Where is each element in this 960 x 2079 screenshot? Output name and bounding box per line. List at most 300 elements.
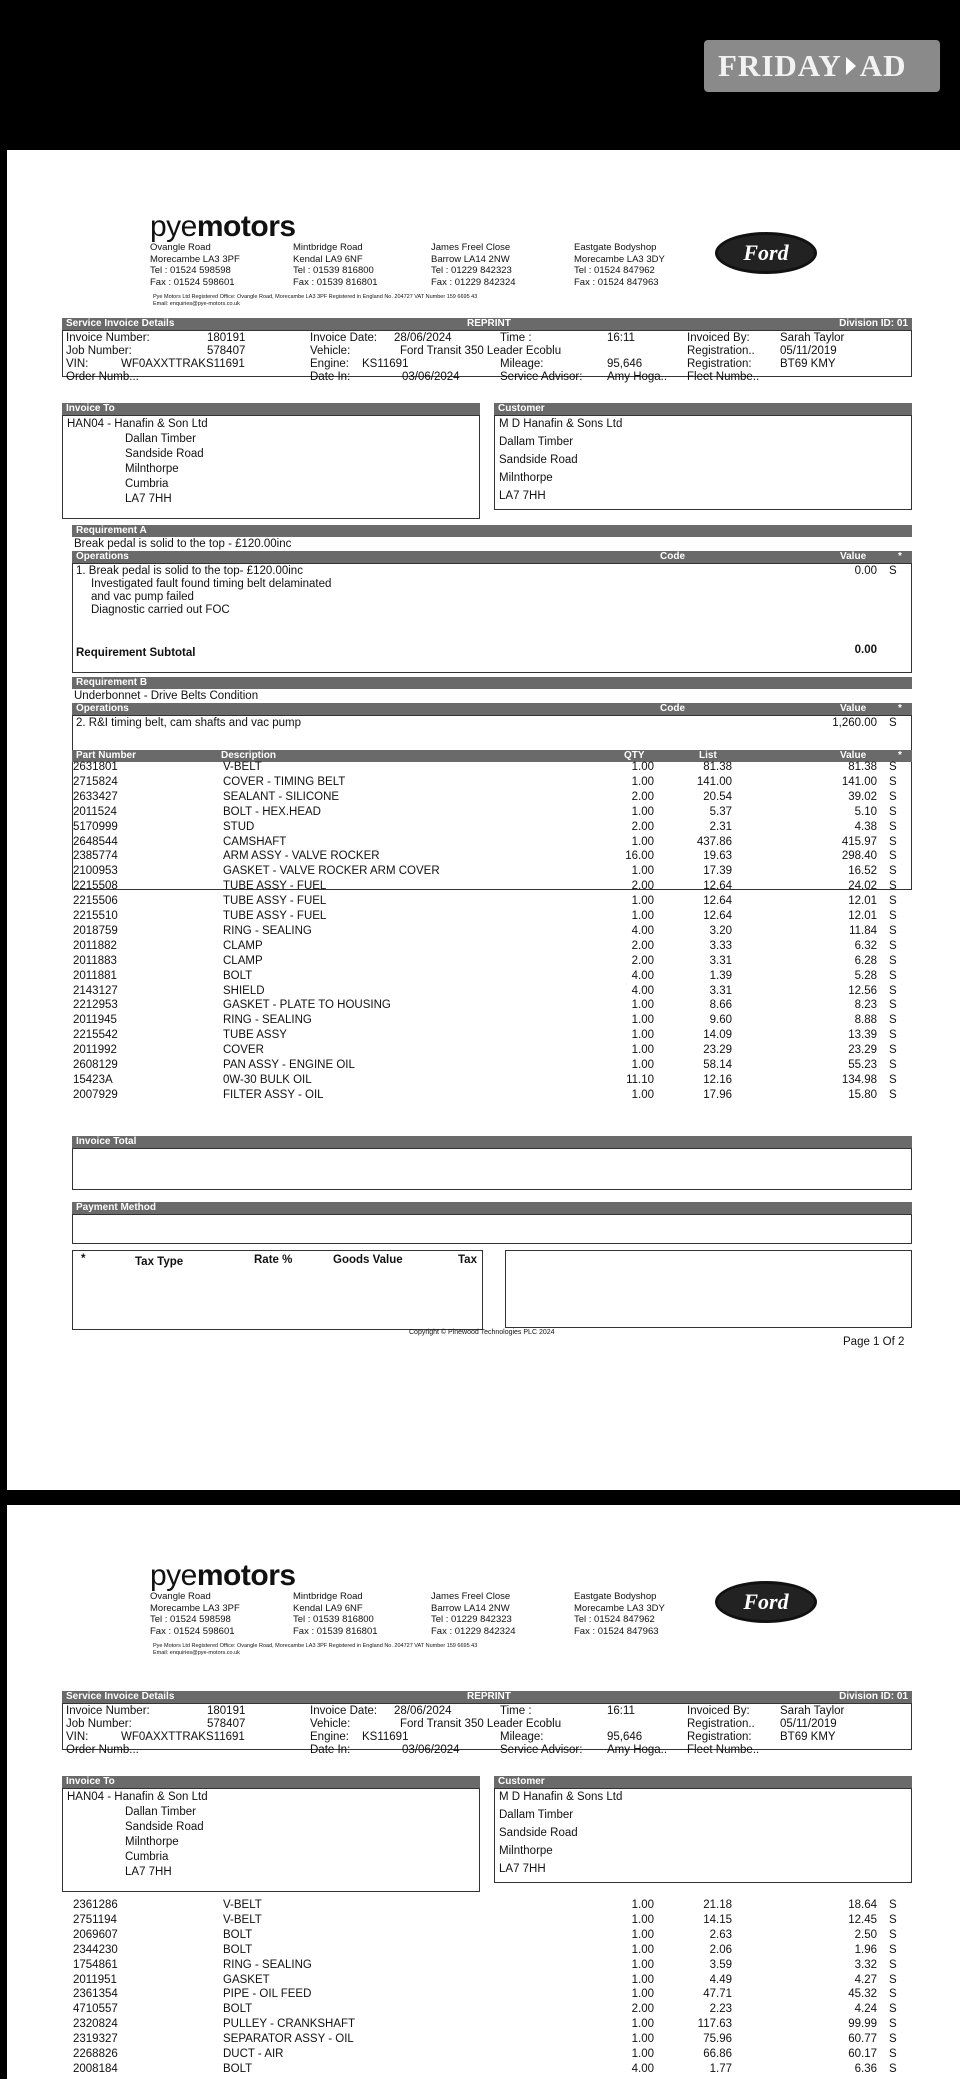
payment-method-box [72,1214,912,1244]
label: VIN: [66,1731,89,1743]
part-flag: S [889,999,897,1012]
part-list-price: 12.64 [703,880,732,893]
part-description: TUBE ASSY - FUEL [223,895,327,908]
invoice-total-bar: Invoice Total [72,1136,912,1148]
logo-light: pye [150,1559,197,1592]
label: Registration.. [687,1718,755,1730]
part-qty: 2.00 [631,2003,654,2016]
part-flag: S [889,1073,897,1086]
customer-line: Milnthorpe [499,472,553,484]
part-flag: S [889,1044,897,1057]
part-description: RING - SEALING [223,924,312,937]
division-id: Division ID: 01 [839,1691,908,1702]
branch-name: James Freel Close [431,242,511,253]
part-description: BOLT [223,1943,253,1956]
part-description: STUD [223,820,255,833]
label: Order Numb... [66,1744,139,1756]
pye-motors-logo [150,1559,296,1593]
customer-line: M D Hanafin & Sons Ltd [499,1791,623,1803]
logo-bold: motors [196,210,296,243]
part-value: 39.02 [848,790,877,803]
part-qty: 1.00 [631,761,654,773]
part-qty: 1.00 [631,865,654,878]
branch-2 [293,1591,378,1637]
registration: BT69 KMY [780,1731,836,1743]
pye-motors-logo [150,210,296,244]
logo-suffix: AD [859,48,907,83]
branch-tel: Tel : 01539 816800 [293,1614,374,1625]
part-list-price: 75.96 [703,2033,732,2046]
registered-line: Pye Motors Ltd Registered Office: Ovangle Road, Morecambe LA3 3PF Registered in England No. 204727 VAT Number 159 6695 43 [153,1643,478,1649]
part-description: V-BELT [223,1899,262,1911]
part-description: SEALANT - SILICONE [223,790,340,803]
arrow-icon [846,57,856,75]
requirement-subtotal: 0.00 [854,644,877,656]
logo-bold: motors [196,1559,296,1592]
branch-fax: Fax : 01539 816801 [293,276,378,288]
division-id: Division ID: 01 [839,318,908,329]
part-number: 2268826 [73,2048,118,2060]
operation-line: 2. R&I timing belt, cam shafts and vac pump [76,717,301,729]
part-description: PULLEY - CRANKSHAFT [223,2018,356,2031]
part-value: 8.23 [854,999,877,1012]
part-qty: 4.00 [631,924,654,937]
part-flag: S [889,1059,897,1071]
registration-date: 05/11/2019 [780,345,837,357]
part-value: 2.50 [854,1928,877,1941]
customer-line: Dallam Timber [499,1809,574,1821]
branch-3 [431,1591,516,1637]
part-list-price: 23.29 [703,1044,732,1057]
part-qty: 1.00 [631,1913,654,1926]
description-header: Description [221,750,277,761]
label: Date In: [310,371,351,383]
part-list-price: 141.00 [696,775,732,788]
job-number: 578407 [207,1718,246,1730]
part-list-price: 437.86 [696,835,732,848]
part-list-price: 9.60 [709,1014,732,1027]
label: Service Advisor: [500,1744,583,1756]
invoice-to-line: LA7 7HH [125,493,172,505]
part-qty: 1.00 [631,910,654,922]
tax-rate-header: Rate % [254,1254,293,1266]
branch-name: Mintbridge Road [293,1591,363,1602]
operation-value: 0.00 [854,565,877,577]
part-qty: 2.00 [631,790,654,803]
vehicle: Ford Transit 350 Leader Ecoblu [400,345,562,357]
job-number: 578407 [207,345,246,357]
qty-header: QTY [624,750,645,761]
payment-method-bar: Payment Method [72,1202,912,1214]
part-number: 2007929 [73,1088,118,1101]
part-value: 16.52 [848,865,877,878]
invoice-to-line: Milnthorpe [125,463,179,475]
part-value: 5.10 [854,805,877,818]
requirement-a-bar: Requirement A [72,525,912,537]
part-list-price: 20.54 [703,790,732,803]
branch-name: Mintbridge Road [293,242,363,253]
part-list-price: 12.64 [703,910,732,922]
branch-fax: Fax : 01524 847963 [574,276,659,288]
operations-bar-a [72,551,912,563]
part-value: 99.99 [848,2018,877,2031]
part-qty: 2.00 [631,880,654,893]
part-qty: 1.00 [631,1973,654,1986]
part-qty: 16.00 [625,850,654,863]
part-number: 2011881 [73,969,117,982]
customer-line: Sandside Road [499,454,578,466]
operation-line: Investigated fault found timing belt delaminated [91,578,332,590]
part-description: GASKET - PLATE TO HOUSING [223,999,391,1012]
part-description: PIPE - OIL FEED [223,1988,312,2001]
part-qty: 1.00 [631,1958,654,1971]
part-list-price: 47.71 [703,1988,732,2001]
label: Fleet Numbe.. [687,371,760,383]
invoice-page-2 [7,1505,960,2079]
part-flag: S [889,1899,897,1911]
invoice-page-1 [7,150,960,1490]
invoice-to-line: Sandside Road [125,1821,204,1833]
part-value: 60.77 [848,2033,877,2046]
part-number: 4710557 [73,2003,118,2016]
branch-name: Ovangle Road [150,242,211,253]
part-value: 12.01 [848,895,877,908]
part-number: 2069607 [73,1928,118,1941]
label: VIN: [66,358,89,370]
part-list-price: 5.37 [709,805,732,818]
part-flag: S [889,2062,897,2075]
branch-tel: Tel : 01539 816800 [293,265,374,276]
part-list-price: 4.49 [709,1973,732,1986]
invoice-date: 28/06/2024 [394,1705,452,1717]
part-value: 60.17 [848,2048,877,2060]
label: Invoiced By: [687,1705,750,1717]
invoice-to-line: HAN04 - Hanafin & Son Ltd [67,418,208,430]
invoice-to-bar: Invoice To [62,403,480,415]
mileage: 95,646 [607,1731,643,1743]
part-value: 55.23 [848,1059,877,1071]
branch-tel: Tel : 01524 847962 [574,265,655,276]
label: Time : [500,332,532,344]
customer-line: Dallam Timber [499,436,574,448]
star-label: * [898,551,902,562]
part-number: 2361286 [73,1899,118,1911]
invoice-to-line: Dallan Timber [125,1806,196,1818]
customer-line: Milnthorpe [499,1845,553,1857]
label: Vehicle: [310,345,351,357]
requirement-subtotal-label: Requirement Subtotal [76,647,196,659]
part-number: 2751194 [73,1913,117,1926]
part-number: 2100953 [73,865,118,878]
part-number: 2648544 [73,835,118,848]
operation-flag: S [889,565,897,577]
branch-addr: Barrow LA14 2NW [431,1602,510,1614]
bar-title: Service Invoice Details [66,1691,175,1702]
part-flag: S [889,1928,897,1941]
friday-ad-logo[interactable] [704,40,940,92]
label: Registration.. [687,345,755,357]
part-flag: S [889,2048,897,2060]
ford-logo: Ford [715,232,817,274]
part-list-price: 17.39 [703,865,732,878]
part-list-price: 17.96 [703,1088,732,1101]
branch-fax: Fax : 01524 598601 [150,276,235,288]
branch-addr: Barrow LA14 2NW [431,253,510,265]
part-qty: 4.00 [631,969,654,982]
part-number: 5170999 [73,820,118,833]
part-list-price: 3.20 [709,924,732,937]
part-flag: S [889,775,897,788]
part-qty: 1.00 [631,775,654,788]
code-label: Code [660,703,685,714]
part-description: TUBE ASSY [223,1029,287,1042]
part-value: 81.38 [848,761,877,773]
part-qty: 1.00 [631,1014,654,1027]
branch-addr: Morecambe LA3 3PF [150,253,240,265]
part-number: 2344230 [73,1943,118,1956]
part-list-price: 3.31 [709,984,732,997]
part-number: 2320824 [73,2018,118,2031]
part-flag: S [889,2018,897,2031]
service-advisor: Amy Hoga.. [607,371,668,383]
operation-line: 1. Break pedal is solid to the top- £120.00inc [76,565,303,577]
part-flag: S [889,1913,897,1926]
label: Order Numb... [66,371,139,383]
branch-addr: Kendal LA9 6NF [293,1602,363,1614]
part-value: 4.24 [854,2003,877,2016]
part-flag: S [889,850,897,863]
part-description: TUBE ASSY - FUEL [223,880,327,893]
part-flag: S [889,1029,897,1042]
part-value: 18.64 [848,1899,877,1911]
vehicle: Ford Transit 350 Leader Ecoblu [400,1718,562,1730]
time: 16:11 [607,332,635,344]
requirement-b-desc: Underbonnet - Drive Belts Condition [74,690,259,702]
label: Registration: [687,1731,752,1743]
branch-tel: Tel : 01524 847962 [574,1614,655,1625]
part-description: 0W-30 BULK OIL [223,1073,312,1086]
part-list-price: 19.63 [703,850,732,863]
tax-star: * [81,1253,86,1265]
customer-line: M D Hanafin & Sons Ltd [499,418,623,430]
part-number: 2011992 [73,1044,117,1057]
part-number: 1754861 [73,1958,118,1971]
email-line: Email: enquiries@pye-motors.co.uk [153,1649,240,1656]
part-flag: S [889,984,897,997]
branch-fax: Fax : 01524 598601 [150,1625,235,1637]
part-list-price: 3.33 [709,939,732,952]
page-number: Page 1 Of 2 [843,1336,905,1348]
part-flag: S [889,1988,897,2001]
part-number: 15423A [73,1073,113,1086]
part-flag: S [889,1088,897,1101]
date-in: 03/06/2024 [402,1744,460,1756]
part-flag: S [889,969,897,982]
part-flag: S [889,805,897,818]
part-value: 3.32 [854,1958,877,1971]
part-qty: 1.00 [631,1899,654,1911]
branch-name: James Freel Close [431,1591,511,1602]
part-value: 6.28 [854,954,877,967]
part-number: 2215510 [73,910,118,922]
branch-1 [150,242,240,288]
part-flag: S [889,910,897,922]
part-description: GASKET - VALVE ROCKER ARM COVER [223,865,440,878]
part-flag: S [889,1973,897,1986]
invoice-number: 180191 [207,1705,246,1717]
part-flag: S [889,1943,897,1956]
part-value: 134.98 [841,1073,877,1086]
ford-logo: Ford [715,1581,817,1623]
part-description: COVER [223,1044,264,1057]
label: Invoiced By: [687,332,750,344]
operation-line: Diagnostic carried out FOC [91,604,230,616]
registered-line: Pye Motors Ltd Registered Office: Ovangle Road, Morecambe LA3 3PF Registered in England No. 204727 VAT Number 159 6695 43 [153,294,478,300]
part-qty: 2.00 [631,939,654,952]
branch-1 [150,1591,240,1637]
part-description: CLAMP [223,954,263,967]
tax-type-header: Tax Type [135,1256,184,1268]
part-description: SHIELD [223,984,265,997]
goods-value-header: Goods Value [333,1254,403,1266]
invoice-to-line: Sandside Road [125,448,204,460]
label: Job Number: [66,1718,132,1730]
part-number: 2385774 [73,850,118,863]
company-header [145,1559,865,1654]
branch-fax: Fax : 01229 842324 [431,276,516,288]
part-qty: 1.00 [631,1088,654,1101]
label: Invoice Number: [66,332,150,344]
part-description: GASKET [223,1973,270,1986]
branch-fax: Fax : 01524 847963 [574,1625,659,1637]
branch-tel: Tel : 01229 842323 [431,265,512,276]
part-description: FILTER ASSY - OIL [223,1088,324,1101]
part-flag: S [889,835,897,848]
part-qty: 2.00 [631,820,654,833]
copyright: Copyright © Pinewood Technologies PLC 2024 [409,1329,555,1336]
customer-bar: Customer [494,1776,912,1788]
part-qty: 1.00 [631,1943,654,1956]
part-qty: 1.00 [631,835,654,848]
value-label: Value [840,703,867,714]
branch-addr: Morecambe LA3 3DY [574,1602,665,1614]
part-number: 2361354 [73,1988,118,2001]
part-description: BOLT [223,1928,253,1941]
part-qty: 1.00 [631,1988,654,2001]
vin: WF0AXXTTRAKS11691 [121,358,245,370]
part-qty: 4.00 [631,2062,654,2075]
part-value: 15.80 [848,1088,877,1101]
invoice-to-bar: Invoice To [62,1776,480,1788]
part-value: 8.88 [854,1014,877,1027]
logo-light: pye [150,210,197,243]
part-value: 415.97 [841,835,877,848]
part-flag: S [889,2033,897,2046]
part-value: 23.29 [848,1044,877,1057]
invoice-to-line: Cumbria [125,478,169,490]
part-list-price: 117.63 [697,2018,732,2031]
part-value: 11.84 [849,924,877,937]
mileage: 95,646 [607,358,643,370]
tax-header: Tax [458,1254,477,1266]
branch-name: Ovangle Road [150,1591,211,1602]
part-number: 2319327 [73,2033,118,2046]
label: Fleet Numbe.. [687,1744,760,1756]
label: Invoice Date: [310,332,378,344]
part-description: COVER - TIMING BELT [223,775,346,788]
part-description: SEPARATOR ASSY - OIL [223,2033,354,2046]
part-qty: 1.00 [631,2018,654,2031]
invoiced-by: Sarah Taylor [780,1705,845,1717]
operations-label: Operations [76,703,129,714]
branch-addr: Morecambe LA3 3DY [574,253,665,265]
part-list-price: 2.31 [709,820,732,833]
branch-fax: Fax : 01229 842324 [431,1625,516,1637]
part-list-price: 3.31 [709,954,732,967]
part-list-price: 66.86 [703,2048,732,2060]
part-description: ARM ASSY - VALVE ROCKER [223,850,380,863]
part-list-price: 21.18 [703,1899,732,1911]
part-list-price: 1.39 [709,969,732,982]
part-number: 2215508 [73,880,118,893]
part-flag: S [889,954,897,967]
label: Registration: [687,358,752,370]
part-flag: S [889,820,897,833]
customer-line: LA7 7HH [499,490,546,502]
invoice-number: 180191 [207,332,246,344]
branch-tel: Tel : 01524 598598 [150,265,231,276]
part-flag: S [889,1958,897,1971]
invoiced-by: Sarah Taylor [780,332,845,344]
branch-4 [574,1591,665,1637]
branch-2 [293,242,378,288]
part-flag: S [889,880,897,893]
part-list-price: 3.59 [709,1958,732,1971]
part-qty: 1.00 [631,2048,654,2060]
logo-prefix: FRIDAY [718,48,842,83]
invoice-to-line: Cumbria [125,1851,169,1863]
label: Mileage: [500,1731,544,1743]
part-number: 2011883 [73,954,117,967]
part-description: BOLT [223,969,253,982]
invoice-to-line: HAN04 - Hanafin & Son Ltd [67,1791,208,1803]
part-list-price: 58.14 [703,1059,732,1071]
part-description: BOLT - HEX.HEAD [223,805,321,818]
parts-header-bar [72,750,912,762]
part-list-price: 12.16 [703,1073,732,1086]
part-value: 298.40 [841,850,877,863]
part-flag: S [889,865,897,878]
part-qty: 1.00 [631,895,654,908]
part-flag: S [889,1014,897,1027]
part-list-price: 14.15 [703,1913,732,1926]
part-flag: S [889,924,897,937]
part-list-price: 12.64 [703,895,732,908]
part-value: 45.32 [848,1988,877,2001]
part-description: CAMSHAFT [223,835,287,848]
part-number: 2212953 [73,999,118,1012]
bar-title: Service Invoice Details [66,318,175,329]
part-qty: 1.00 [631,1044,654,1057]
part-value: 4.27 [854,1973,877,1986]
part-value: 12.56 [848,984,877,997]
operation-flag: S [889,717,897,729]
requirement-b-box [72,715,912,890]
part-description: RING - SEALING [223,1958,312,1971]
registration: BT69 KMY [780,358,836,370]
part-qty: 11.10 [626,1073,654,1086]
branch-addr: Kendal LA9 6NF [293,253,363,265]
